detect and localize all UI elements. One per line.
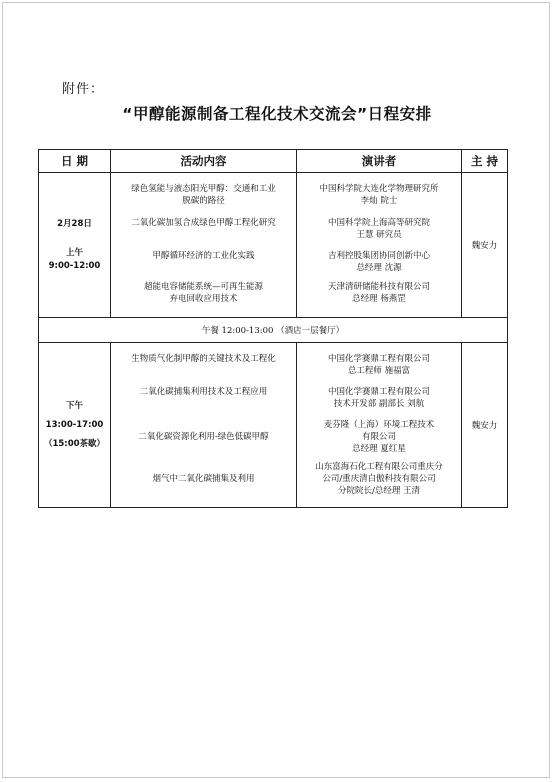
morning-speakers-cell <box>297 173 462 318</box>
schedule-table <box>38 149 508 508</box>
morning-host: 魏安力 <box>462 173 508 318</box>
header-content: 活动内容 <box>111 150 297 173</box>
morning-speaker-3: 吉利控股集团协同创新中心 总经理 沈源 <box>327 251 430 273</box>
morning-topics-cell <box>111 173 297 318</box>
afternoon-speaker-4: 山东富海石化工程有限公司重庆分 公司/重庆清白傲科技有限公司 分院院长/总经理 王清 <box>315 462 443 496</box>
morning-time: 9:00-12:00 <box>48 260 101 271</box>
morning-session-row <box>39 173 508 318</box>
afternoon-break: （15:00茶歇） <box>43 438 106 449</box>
header-speaker: 演讲者 <box>297 150 462 173</box>
header-date: 日 期 <box>39 150 111 173</box>
document-title: “甲醇能源制备工程化技术交流会”日程安排 <box>122 105 432 123</box>
afternoon-time: 13:00-17:00 <box>45 419 104 430</box>
afternoon-date-cell <box>39 343 111 508</box>
morning-topic-1: 绿色氢能与液态阳光甲醇：交通和工业 脱碳的路径 <box>131 184 276 206</box>
header-host: 主 持 <box>462 150 508 173</box>
afternoon-speakers-cell <box>297 343 462 508</box>
afternoon-speaker-1: 中国化学赛鼎工程有限公司 总工程师 施福富 <box>327 354 430 376</box>
afternoon-speaker-2: 中国化学赛鼎工程有限公司 技术开发部 副部长 刘航 <box>327 387 430 409</box>
morning-topic-2: 二氧化碳加氢合成绿色甲醇工程化研究 <box>131 218 276 228</box>
afternoon-topic-2: 二氧化碳捕集利用技术及工程应用 <box>139 387 268 397</box>
annex-label: 附件： <box>62 82 105 97</box>
morning-speaker-4: 天津清研储能科技有限公司 总经理 杨燕罡 <box>327 282 430 304</box>
afternoon-host: 魏安力 <box>462 343 508 508</box>
morning-period: 上午 <box>65 247 83 258</box>
afternoon-period: 下午 <box>65 400 83 411</box>
afternoon-topic-1: 生物质气化制甲醇的关键技术及工程化 <box>131 354 276 364</box>
morning-topic-4: 超能电容储能系统—可再生能源 弃电回收应用技术 <box>143 282 263 304</box>
lunch-info: 午餐 12:00-13:00 （酒店一层餐厅） <box>39 318 508 343</box>
afternoon-topic-3: 二氧化碳资源化利用-绿色低碳甲醇 <box>138 432 269 442</box>
morning-speaker-1: 中国科学院大连化学物理研究所 李灿 院士 <box>319 184 439 206</box>
afternoon-topics-cell <box>111 343 297 508</box>
morning-speaker-2: 中国科学院上海高等研究院 王慧 研究员 <box>327 218 430 240</box>
afternoon-session-row <box>39 343 508 508</box>
morning-date-cell <box>39 173 111 318</box>
morning-topic-3: 甲醇循环经济的工业化实践 <box>152 251 255 261</box>
lunch-row <box>39 318 508 343</box>
afternoon-topic-4: 烟气中二氧化碳捕集及利用 <box>152 474 255 484</box>
afternoon-speaker-3: 麦芬隆（上海）环境工程技术 有限公司 总经理 夏红星 <box>323 420 435 454</box>
morning-date: 2月28日 <box>57 218 92 229</box>
